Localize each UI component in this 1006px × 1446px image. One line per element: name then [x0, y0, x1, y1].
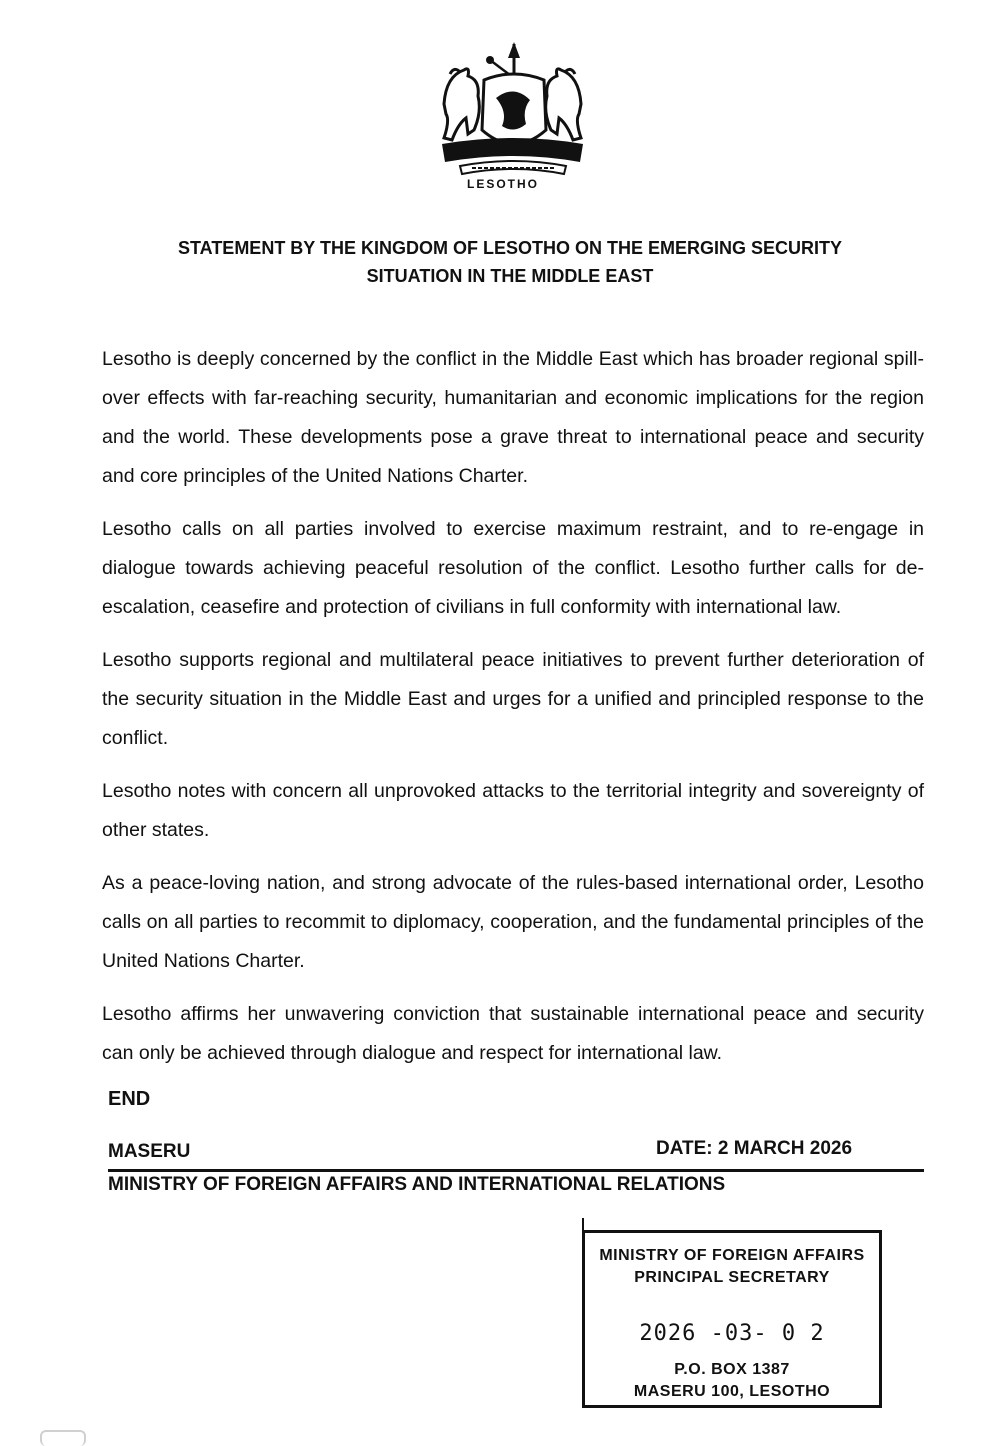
- paragraph-2: Lesotho calls on all parties involved to exercise maximum restraint, and to re-engage in dialogue towards achieving peaceful resolution of the conflict. Lesotho further calls for de-escalation, ceasefire and protection of civilians in full conformity with international law.: [102, 518, 924, 618]
- stamp-address-2: MASERU 100, LESOTHO: [633, 1383, 831, 1400]
- statement-body: [102, 340, 924, 1087]
- statement-title: [110, 234, 910, 290]
- stamp-line-1: MINISTRY OF FOREIGN AFFAIRS: [599, 1247, 865, 1264]
- stamp-address: [585, 1359, 879, 1403]
- paragraph-6: Lesotho affirms her unwavering conviction that sustainable international peace and security can only be achieved through dialogue and respect for international law.: [102, 1003, 924, 1064]
- signature-divider: [108, 1169, 924, 1172]
- official-stamp: [582, 1230, 882, 1408]
- lesotho-coat-of-arms-icon: [430, 40, 595, 180]
- title-line-1: STATEMENT BY THE KINGDOM OF LESOTHO ON THE EMERGING SECURITY: [177, 238, 843, 258]
- city-label: MASERU: [108, 1141, 191, 1162]
- title-line-2: SITUATION IN THE MIDDLE EAST: [366, 266, 654, 286]
- paragraph-5: As a peace-loving nation, and strong advocate of the rules-based international order, Lesotho calls on all parties to recommit to diplomacy, cooperation, and the fundamental principles of the United Nations Charter.: [102, 872, 924, 972]
- stamp-header: [585, 1245, 879, 1289]
- paragraph-4: Lesotho notes with concern all unprovoked attacks to the territorial integrity and sovereignty of other states.: [102, 780, 924, 841]
- stamp-address-1: P.O. BOX 1387: [674, 1361, 790, 1378]
- corner-mark: [40, 1430, 86, 1446]
- paragraph-3: Lesotho supports regional and multilateral peace initiatives to prevent further deterioration of the security situation in the Middle East and urges for a unified and principled response to the conflict.: [102, 649, 924, 749]
- date-label: DATE: 2 MARCH 2026: [656, 1138, 853, 1159]
- paragraph-1: Lesotho is deeply concerned by the conflict in the Middle East which has broader regional spill-over effects with far-reaching security, humanitarian and economic implications for the region and the world. These developments pose a grave threat to international peace and security and core principles of the United Nations Charter.: [102, 348, 924, 487]
- stamp-line-2: PRINCIPAL SECRETARY: [634, 1269, 830, 1286]
- ministry-label: MINISTRY OF FOREIGN AFFAIRS AND INTERNATIONAL RELATIONS: [108, 1174, 726, 1195]
- stamp-date: 2026 -03- 0 2: [639, 1321, 825, 1346]
- end-marker: END: [108, 1088, 151, 1110]
- country-label: LESOTHO: [466, 177, 539, 191]
